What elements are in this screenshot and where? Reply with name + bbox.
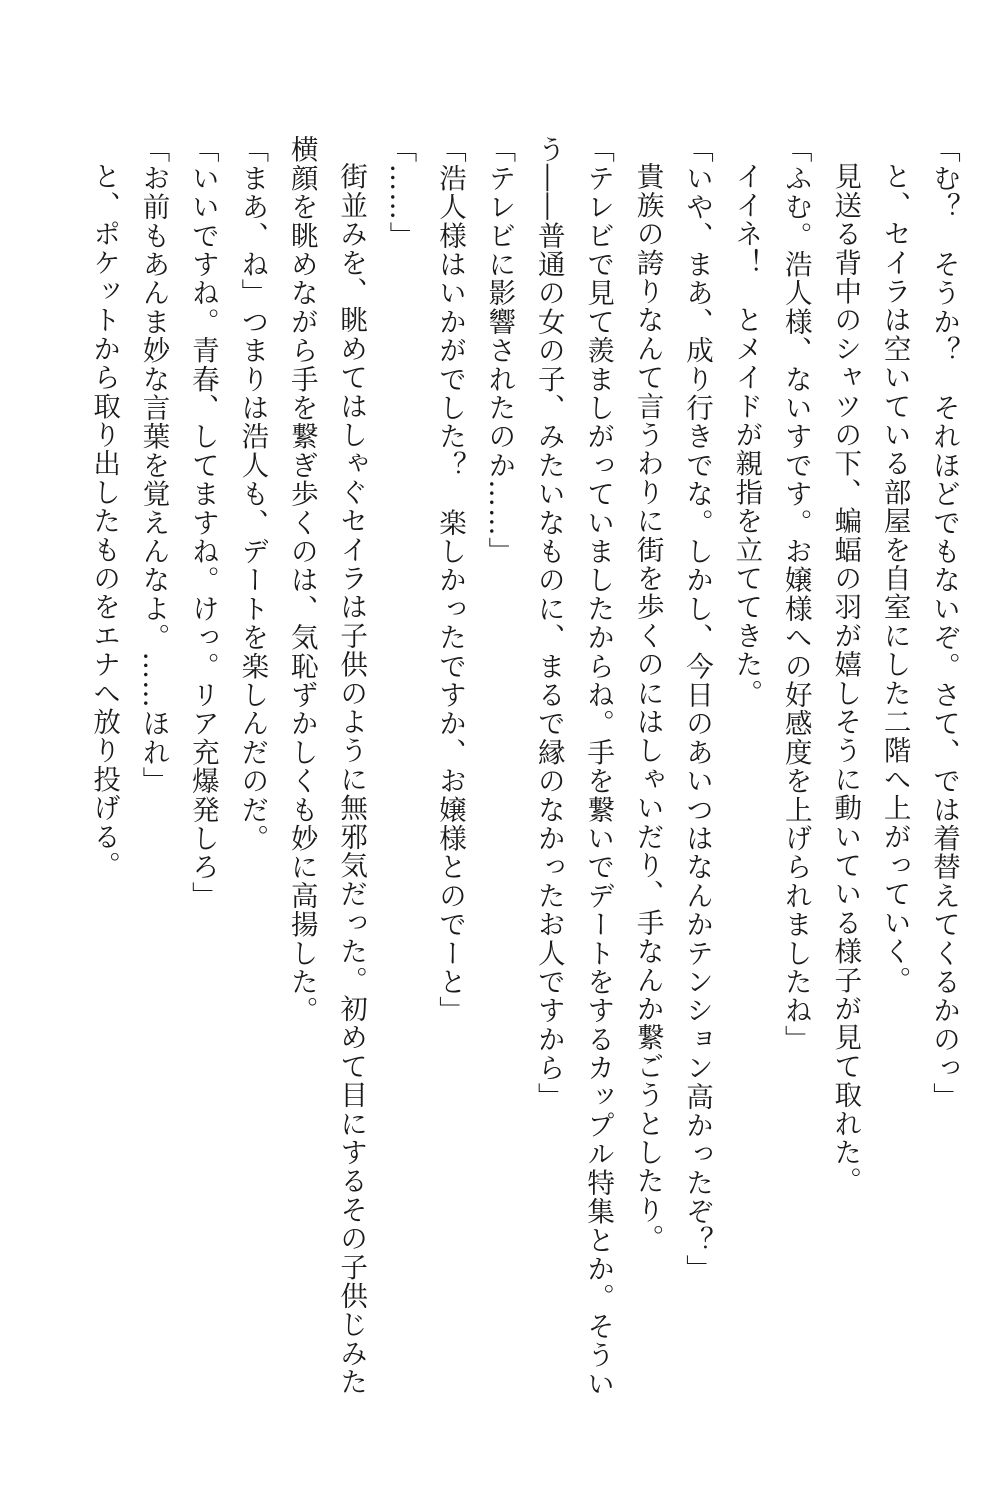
text-line: と、ポケットから取り出したものをエナへ放り投げる。 [88, 162, 121, 880]
text-line: 「ふむ。浩人様、ないすです。お嬢様への好感度を上げられましたね」 [779, 135, 812, 1054]
text-line: 「浩人様はいかがでした？ 楽しかったですか、お嬢様とのでーと」 [433, 135, 466, 1025]
text-line: 「テレビで見て羨ましがっていましたからね。手を繋いでデートをするカップル特集とか。そうい [582, 135, 615, 1398]
text-line: 「いいですね。青春、してますね。けっ。リア充爆発しろ」 [186, 135, 219, 910]
text-line: 「む？ そうか？ それほどでもないぞ。さて、では着替えてくるかのっ」 [928, 135, 960, 1111]
text-line: 貴族の誇りなんて言うわりに街を歩くのにはしゃいだり、手なんか繋ごうとしたり。 [631, 162, 664, 1253]
text-line: 見送る背中のシャツの下、蝙蝠の羽が嬉しそうに動いている様子が見て取れた。 [829, 162, 862, 1196]
text-line: 「お前もあんま妙な言葉を覚えんなよ。……ほれ」 [137, 135, 170, 796]
text-line: 「……」 [384, 135, 417, 250]
text-line: 「いや、まあ、成り行きでな。しかし、今日のあいつはなんかテンション高かったぞ？」 [680, 135, 713, 1283]
text-line: 街並みを、眺めてはしゃぐセイラは子供のように無邪気だった。初めて目にするその子供じみた [335, 162, 368, 1397]
text-line: と、セイラは空いている部屋を自室にした二階へ上がっていく。 [878, 162, 911, 995]
text-line: 「テレビに影響されたのか……」 [483, 135, 516, 566]
text-line: 横顔を眺めながら手を繋ぎ歩くのは、気恥ずかしくも妙に高揚した。 [285, 135, 318, 1025]
vertical-text-body [79, 135, 968, 1425]
text-line: う――普通の女の子、みたいなものに、まるで縁のなかったお人ですから」 [532, 135, 565, 1111]
text-line: 「まあ、ね」つまりは浩人も、デートを楽しんだのだ。 [236, 135, 269, 853]
text-line: イイネ！ とメイドが親指を立ててきた。 [730, 162, 763, 708]
